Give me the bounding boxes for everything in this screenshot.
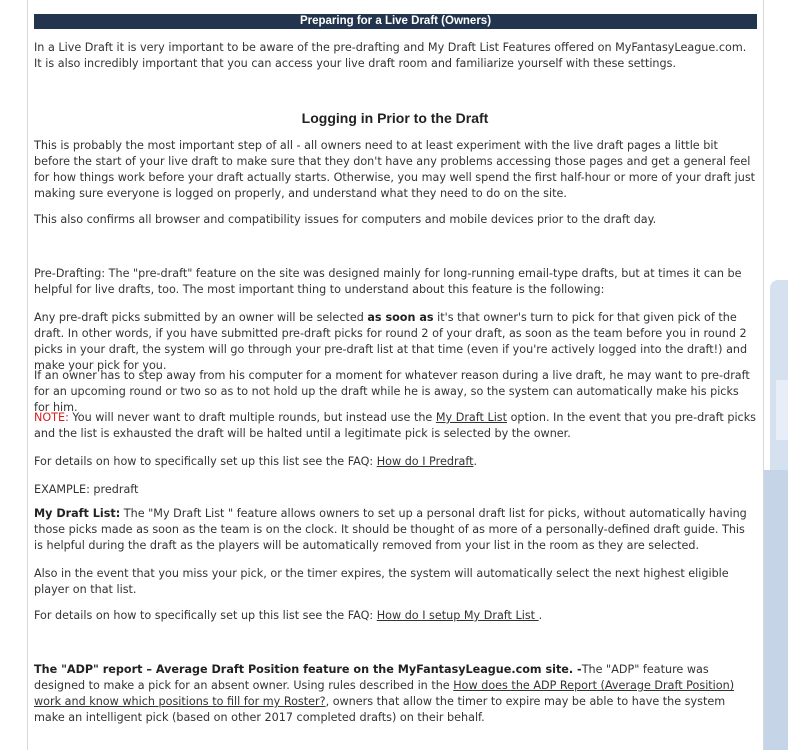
predraft-detail-paragraph (34, 310, 756, 374)
background-graphic (764, 470, 788, 750)
intro-paragraph: In a Live Draft it is very important to be aware of the pre-drafting and My Draft List Features offered on MyFantasyLeague.com. It is also incredibly important that you can access your live draft room and familiarize yourself with these settings. (34, 41, 747, 70)
text: Any pre-draft picks submitted by an owner will be selected (34, 311, 368, 324)
background-graphic (776, 380, 788, 440)
predraft-faq-paragraph (34, 454, 756, 470)
my-draft-list-link[interactable]: My Draft List (435, 411, 508, 424)
text: The "My Draft List " feature allows owners to set up a personal draft list for picks, without automatically having those picks made as soon as the team is on the clock. It should be thought of as more of a personally-defined draft guide. This is helpful during the draft as the players will be automatically removed from your list in the room as they are selected. (34, 507, 747, 552)
my-draft-list-paragraph (34, 506, 756, 554)
text: , owners that allow the timer to expire may be able to have the system make an intelligent pick (based on other 2017 completed drafts) on their behalf. (34, 695, 726, 724)
emphasis-text: as soon as (367, 311, 434, 324)
article-content (27, 0, 764, 750)
text: For details on how to specifically set up this list see the FAQ: (34, 609, 377, 622)
compatibility-paragraph: This also confirms all browser and compatibility issues for computers and mobile devices prior to the draft day. (34, 213, 657, 226)
adp-faq-link[interactable]: How does the ADP Report (Average Draft Position) work and know which positions to fill for my Roster? (34, 679, 735, 708)
text: You will never want to draft multiple rounds, but instead use the (68, 411, 436, 424)
text: The "ADP" feature was designed to make a pick for an absent owner. Using rules described in the (34, 663, 709, 692)
logging-paragraph: This is probably the most important step of all - all owners need to at least experiment with the live draft pages a little bit before the start of your live draft to make sure that they don't have any problems accessing those pages and get a general feel for how things work before your draft actually starts. Otherwise, you may well spend the first half-hour or more of your draft just making sure everyone is logged on properly, and understand what they need to do on the site. (34, 139, 756, 200)
section-title: Logging in Prior to the Draft (301, 110, 489, 126)
adp-label: The "ADP" report – Average Draft Position feature on the MyFantasyLeague.com site. - (34, 663, 582, 676)
section-header: Preparing for a Live Draft (Owners) (34, 14, 757, 29)
mydraftlist-faq-link[interactable]: How do I setup My Draft List (376, 609, 539, 622)
adp-paragraph (34, 662, 756, 726)
example-text: EXAMPLE: predraft (34, 483, 139, 496)
note-paragraph (34, 410, 756, 442)
text: . (473, 455, 478, 468)
text: it's that owner's turn to pick for that given pick of the draft. In other words, if you have submitted pre-draft picks for round 2 of your draft, as soon as the team before you in round 2 picks in your draft, the system will go through your pre-draft list at that time (even if you're actively logged into the draft!) and make your pick for you. (34, 311, 748, 372)
mydraftlist-faq-paragraph (34, 608, 756, 624)
missed-pick-paragraph: Also in the event that you miss your pick, or the timer expires, the system will automatically select the next highest eligible player on that list. (34, 567, 729, 596)
text: . (538, 609, 543, 622)
step-away-paragraph: If an owner has to step away from his computer for a moment for whatever reason during a live draft, he may want to pre-draft for an upcoming round or two so as to not hold up the draft while he is away, so the system can automatically make his picks for him. (34, 369, 750, 414)
text: option. In the event that you pre-draft picks and the list is exhausted the draft will be halted until a legitimate pick is selected by the owner. (34, 411, 757, 440)
note-label: NOTE: (34, 411, 69, 424)
predraft-faq-link[interactable]: How do I Predraft (376, 455, 474, 468)
predraft-paragraph: Pre-Drafting: The "pre-draft" feature on the site was designed mainly for long-running email-type drafts, but at times it can be helpful for live drafts, too. The most important thing to understand about this feature is the following: (34, 267, 742, 296)
my-draft-list-label: My Draft List: (34, 507, 121, 520)
text: For details on how to specifically set up this list see the FAQ: (34, 455, 377, 468)
